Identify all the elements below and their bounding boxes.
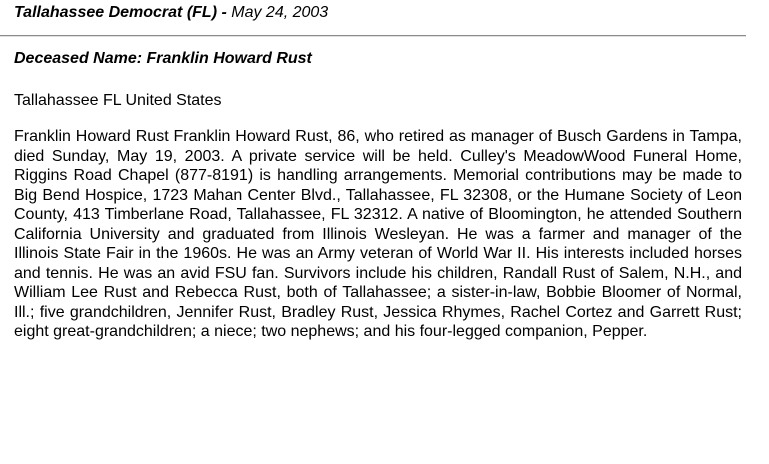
publication-name: Tallahassee Democrat (FL) (14, 4, 218, 21)
deceased-name: Deceased Name: Franklin Howard Rust (14, 50, 312, 67)
header-separator: - (217, 4, 232, 21)
deceased-location: Tallahassee FL United States (14, 92, 222, 109)
header-divider (0, 35, 746, 37)
obituary-text: Franklin Howard Rust Franklin Howard Rust, 86, who retired as manager of Busch Gardens in Tampa, died Sunday, May 19, 2003. A private service will be held. Culley's MeadowWood Funeral Home, Riggins Road Chapel (877-8191) is handling arrangements. Memorial contributions may be made to Big Bend Hospice, 1723 Mahan Center Blvd., Tallahassee, FL 32308, or the Humane Society of Leon County, 413 Timberlane Road, Tallahassee, FL 32312. A native of Bloomington, he attended Southern California University and graduated from Illinois Wesleyan. He was a farmer and manager of the Illinois State Fair in the 1960s. He was an Army veteran of World War II. His interests included horses and tennis. He was an avid FSU fan. Survivors include his children, Randall Rust of Salem, N.H., and William Lee Rust and Rebecca Rust, both of Tallahassee; a sister-in-law, Bobbie Bloomer of Normal, Ill.; five grandchildren, Jennifer Rust, Bradley Rust, Jessica Rhymes, Rachel Cortez and Garrett Rust; eight great-grandchildren; a niece; two nephews; and his four-legged companion, Pepper. (14, 128, 742, 340)
publication-date: May 24, 2003 (231, 4, 329, 21)
publication-header (14, 3, 328, 23)
